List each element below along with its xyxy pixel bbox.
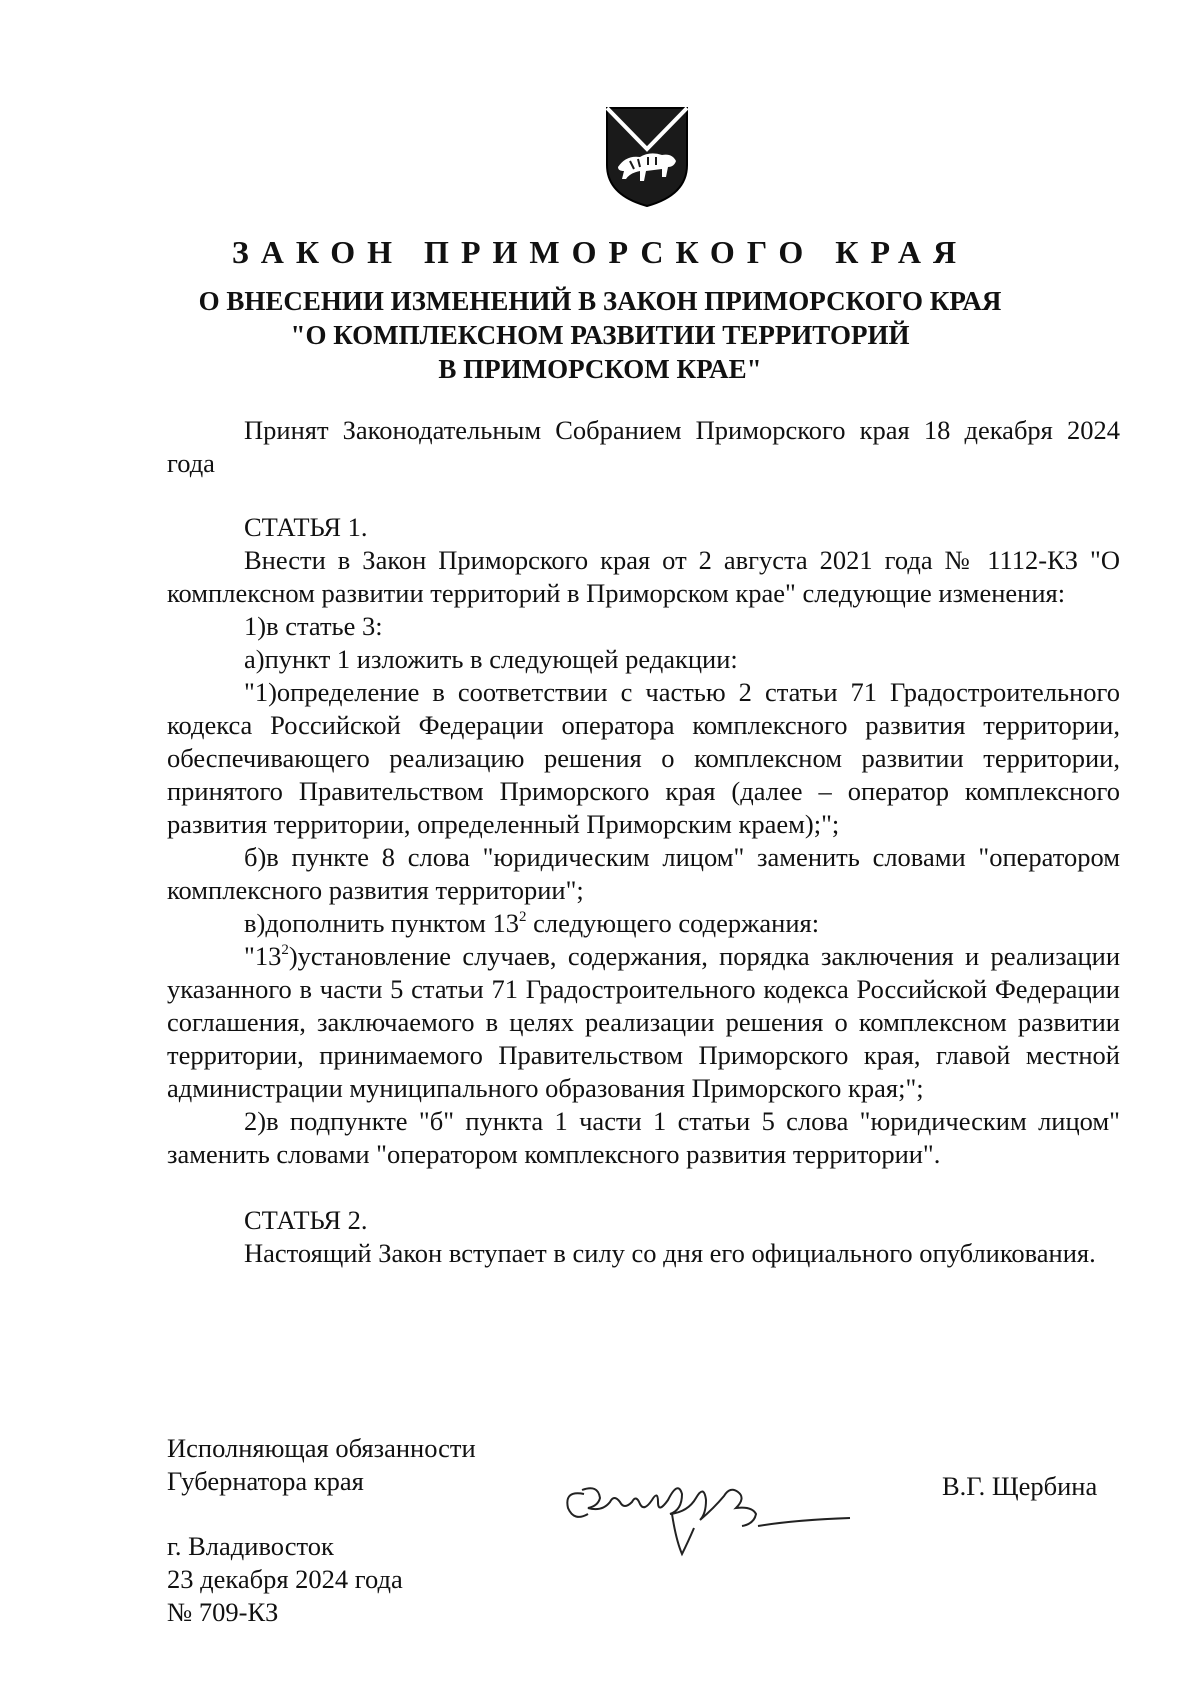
adoption-note: Принят Законодательным Собранием Приморского края 18 декабря 2024 года bbox=[167, 415, 1120, 478]
item-1c-post: следующего содержания: bbox=[526, 908, 820, 938]
superscript: 2 bbox=[519, 909, 527, 925]
item-2: 2)в подпункте "б" пункта 1 части 1 статьи 5 слова "юридическим лицом" заменить словами "оператором комплексного развития территории". bbox=[167, 1106, 1120, 1169]
article-1-intro: Внести в Закон Приморского края от 2 августа 2021 года № 1112-КЗ "О комплексном развитии территорий в Приморском крае" следующие изменения: bbox=[167, 545, 1120, 608]
coat-of-arms-icon bbox=[604, 105, 690, 209]
handwritten-signature bbox=[554, 1450, 884, 1560]
item-1: 1)в статье 3: bbox=[244, 611, 383, 641]
item-1c-pre: в)дополнить пунктом 13 bbox=[244, 908, 520, 938]
article-2-heading: СТАТЬЯ 2. bbox=[244, 1205, 368, 1235]
place-and-date bbox=[167, 1530, 403, 1629]
subtitle-line: "О КОМПЛЕКСНОМ РАЗВИТИИ ТЕРРИТОРИЙ bbox=[290, 320, 910, 350]
item-1a-text: "1)определение в соответствии с частью 2 статьи 71 Градостроительного кодекса Российской Федерации оператора комплексного развития территории, обеспечивающего реализацию решения о комплексном развитии территории, принятого Правительством Приморского края (далее – оператор комплексного развития территории, определенный Приморским краем);"; bbox=[167, 677, 1120, 839]
article-1-heading: СТАТЬЯ 1. bbox=[244, 512, 368, 542]
law-number: № 709-КЗ bbox=[167, 1597, 279, 1627]
law-body bbox=[167, 414, 1120, 1270]
law-subtitle bbox=[0, 284, 1200, 386]
article-2-text: Настоящий Закон вступает в силу со дня его официального опубликования. bbox=[244, 1238, 1096, 1268]
item-1c-text bbox=[167, 940, 1120, 1105]
position-line: Исполняющая обязанности bbox=[167, 1433, 476, 1463]
item-1a: а)пункт 1 изложить в следующей редакции: bbox=[244, 644, 738, 674]
subtitle-line: О ВНЕСЕНИИ ИЗМЕНЕНИЙ В ЗАКОН ПРИМОРСКОГО КРАЯ bbox=[198, 286, 1002, 316]
item-1c-text-pre: "13 bbox=[244, 941, 282, 971]
signatory-position bbox=[167, 1432, 476, 1498]
item-1c bbox=[167, 907, 1120, 940]
city: г. Владивосток bbox=[167, 1531, 334, 1561]
superscript: 2 bbox=[281, 942, 289, 958]
law-title: ЗАКОН ПРИМОРСКОГО КРАЯ bbox=[231, 234, 969, 270]
item-1c-text-post: )установление случаев, содержания, порядка заключения и реализации указанного в части 5 статьи 71 Градостроительного кодекса Российской Федерации соглашения, заключаемого в целях реализации решения о комплексном развитии территории, принимаемого Правительством Приморского края, главой местной администрации муниципального образования Приморского края;"; bbox=[167, 941, 1120, 1103]
position-line: Губернатора края bbox=[167, 1466, 364, 1496]
item-1b: б)в пункте 8 слова "юридическим лицом" заменить словами "оператором комплексного развития территории"; bbox=[167, 842, 1120, 905]
subtitle-line: В ПРИМОРСКОМ КРАЕ" bbox=[438, 354, 762, 384]
signatory-name: В.Г. Щербина bbox=[942, 1471, 1098, 1501]
signing-date: 23 декабря 2024 года bbox=[167, 1564, 403, 1594]
